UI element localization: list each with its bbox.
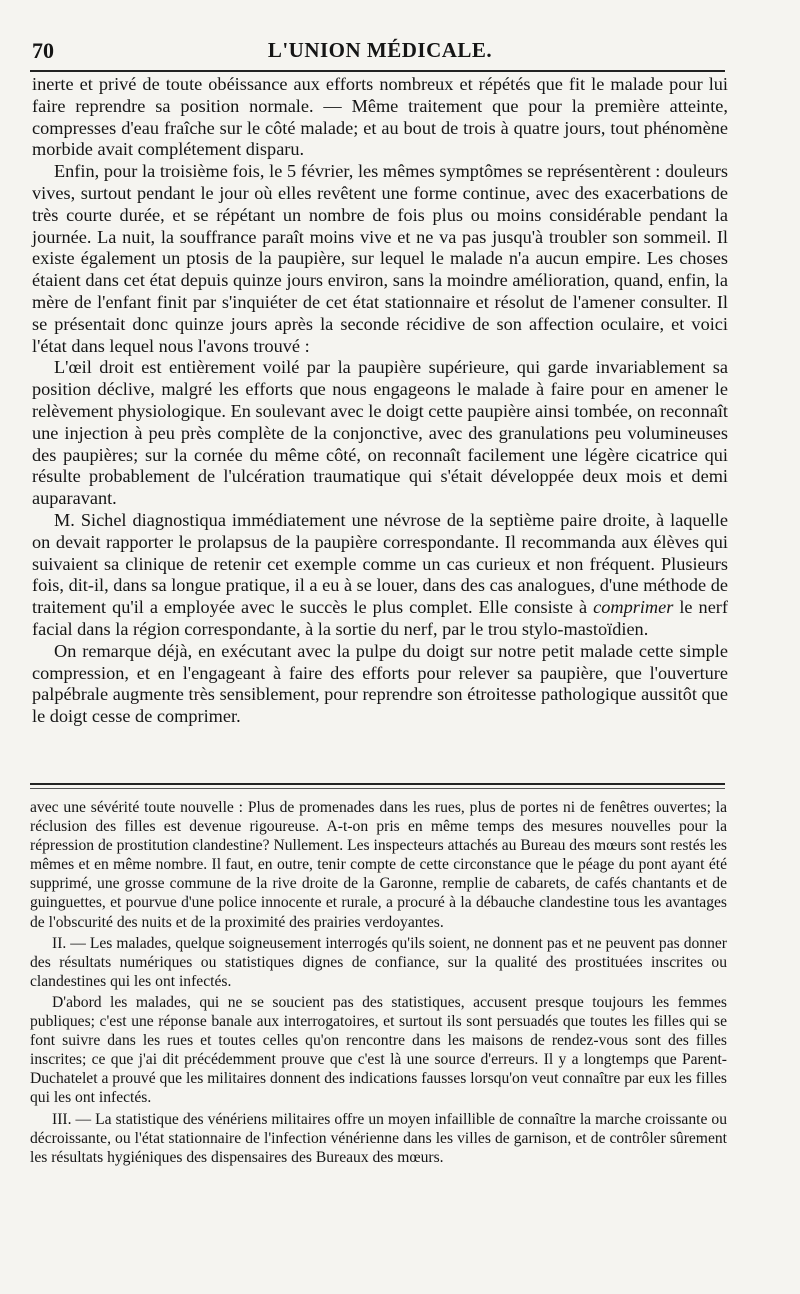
paragraph-4: [32, 510, 728, 641]
notes-separator: [30, 783, 725, 785]
note-2: II. — Les malades, quelque soigneusement interrogés qu'ils soient, ne donnent pas et ne peuvent pas donner des résultats numériques ou statistiques dignes de confiance, sur la qualité des prostituées inscrites ou clandestines qui les ont infectés.: [30, 934, 727, 990]
page-header: [30, 34, 730, 64]
notes-separator-thin: [30, 788, 725, 789]
journal-title: L'UNION MÉDICALE.: [267, 38, 493, 62]
paragraph-4-end: le nerf facial dans la région correspondante, à la sortie du nerf, par le trou stylo-mastoïdien.: [32, 597, 728, 639]
paragraph-2: Enfin, pour la troisième fois, le 5 février, les mêmes symptômes se représentèrent : douleurs vives, surtout pendant le jour où elles revêtent une forme continue, avec des exacerbations de très courte durée, et se répétant un nombre de fois plus ou moins considérable pendant la journée. La nuit, la souffrance paraît moins vive et ne va pas jusqu'à troubler son sommeil. Il existe également un ptosis de la paupière, sur lequel le malade n'a aucun empire. Les choses étaient dans cet état depuis quinze jours environ, sans la moindre amélioration, quand, enfin, la mère de l'enfant finit par s'inquiéter de cet état stationnaire et résolut de l'amener consulter. Il se présentait donc quinze jours après la seconde récidive de son affection oculaire, et voici l'état dans lequel nous l'avons trouvé :: [32, 161, 728, 356]
paragraph-1: inerte et privé de toute obéissance aux efforts nombreux et répétés que fit le malade pour lui faire reprendre sa position normale. — Même traitement que pour la première atteinte, compresses d'eau fraîche sur le côté malade; et au bout de trois à quatre jours, tout phénomène morbide avait complétement disparu.: [32, 74, 728, 160]
paragraph-5: On remarque déjà, en exécutant avec la pulpe du doigt sur notre petit malade cette simple compression, et en l'engageant à faire des efforts pour relever sa paupière, que l'ouverture palpébrale augmente très sensiblement, pour reprendre son étroitesse pathologique aussitôt que le doigt cesse de comprimer.: [32, 640, 728, 727]
note-4: III. — La statistique des vénériens militaires offre un moyen infaillible de connaître la marche croissante ou décroissante, ou l'état stationnaire de l'infection vénérienne dans les villes de garnison, et de contrôler sûrement les résultats hygiéniques des dispensaires des Bureaux des mœurs.: [30, 1110, 727, 1166]
main-article-text: [32, 74, 728, 728]
header-rule: [30, 70, 725, 72]
note-1: avec une sévérité toute nouvelle : Plus de promenades dans les rues, plus de portes ni de fenêtres ouvertes; la réclusion des filles est devenue rigoureuse. A-t-on pris en même temps des mesures nouvelles pour la répression de prostitution clandestine? Nullement. Les inspecteurs attachés au Bureau des mœurs sont restés les mêmes et en même nombre. Il faut, en outre, tenir compte de cette circonstance que le péage du pont ayant été supprimé, une grosse commune de la rive droite de la Garonne, remplie de cabarets, de cafés chantants et de guinguettes, et pourvue d'une police innocente et rurale, a procuré à la débauche clandestine tous les avantages de l'obscurité des nuits et de la proximité des prairies verdoyantes.: [30, 799, 727, 931]
notes-section: [30, 798, 727, 1169]
page-number: 70: [32, 38, 54, 63]
emphasis-comprimer: comprimer: [593, 597, 674, 618]
note-3: D'abord les malades, qui ne se soucient pas des statistiques, accusent presque toujours les femmes publiques; c'est une réponse banale aux interrogatoires, et surtout ils sont persuadés que toutes les filles qui se font suivre dans les rues et toutes celles qu'on rencontre dans les maisons de rendez-vous sont des filles inscrites; ce que j'ai dit précédemment prouve que c'est là une source d'erreurs. Il y a longtemps que Parent-Duchatelet a prouvé que les militaires donnent des indications fausses lorsqu'on veut connaître par eux les filles qui les ont infectés.: [30, 993, 727, 1107]
paragraph-4-start: M. Sichel diagnostiqua immédiatement une névrose de la septième paire droite, à laquelle on devait rapporter le prolapsus de la paupière correspondante. Il recommanda aux élèves qui suivaient sa clinique de retenir cet exemple comme un cas curieux et non fréquent. Plusieurs fois, dit-il, dans sa longue pratique, il a eu à se louer, dans des cas analogues, d'une méthode de traitement qu'il a employée avec le succès le plus complet. Elle consiste à: [32, 509, 728, 618]
paragraph-3: L'œil droit est entièrement voilé par la paupière supérieure, qui garde invariablement sa position déclive, malgré les efforts que nous engageons le malade à faire pour en amener le relèvement physiologique. En soulevant avec le doigt cette paupière ainsi tombée, on reconnaît une injection à peu près complète de la conjonctive, avec des granulations peu volumineuses des paupières; sur la cornée du même côté, on reconnaît facilement une légère cicatrice qui résulte probablement de l'ulcération traumatique qui s'était développée deux mois et demi auparavant.: [32, 357, 728, 509]
